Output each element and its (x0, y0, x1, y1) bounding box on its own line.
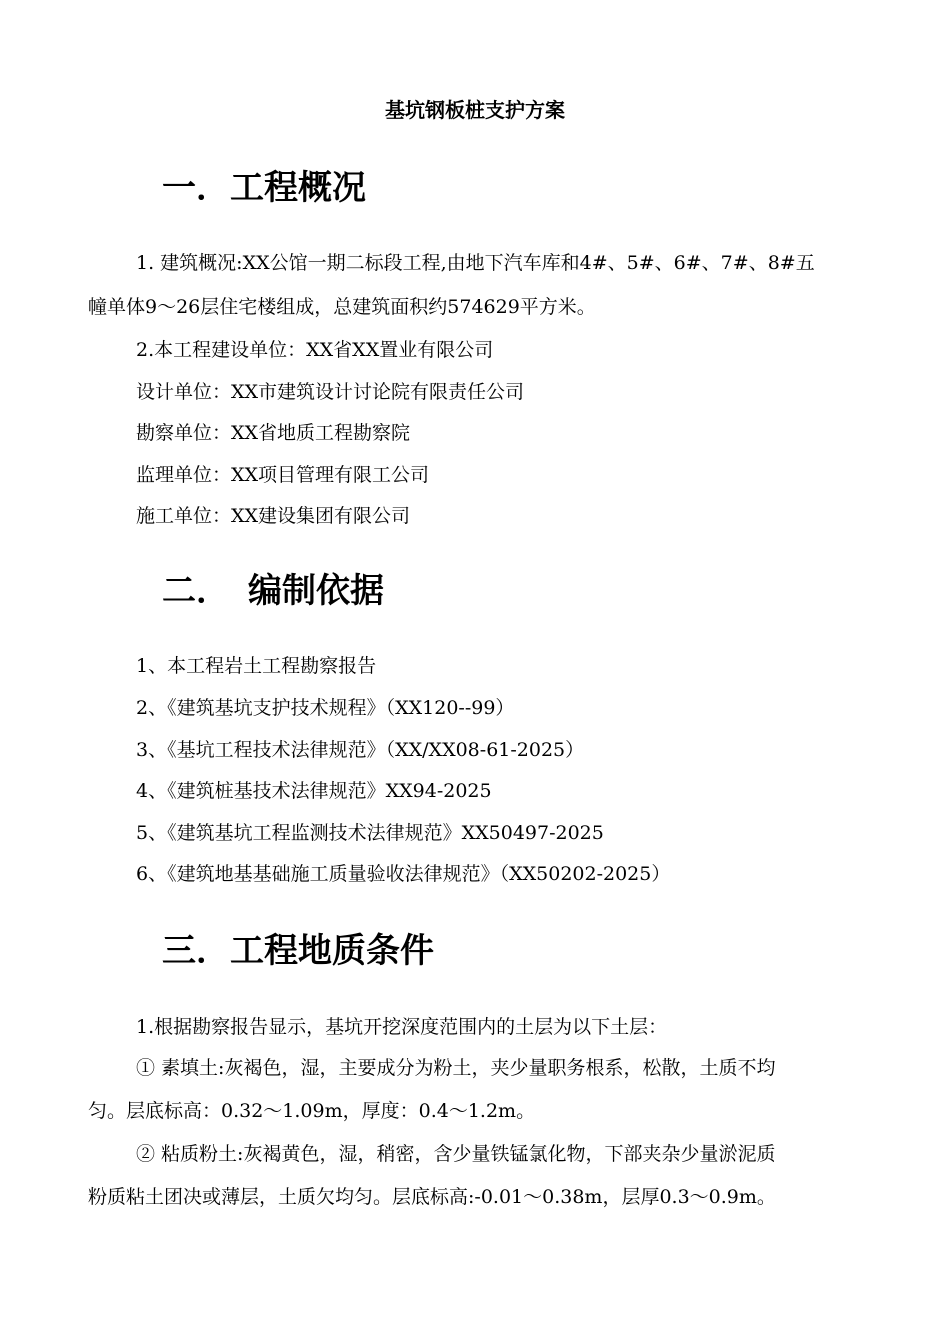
design-unit: 设计单位：XX市建筑设计讨论院有限责任公司 (136, 381, 525, 403)
owner-unit: 2.本工程建设单位：XX省XX置业有限公司 (136, 339, 494, 361)
section-title: 工程概况 (230, 168, 366, 208)
document-title: 基坑钢板桩支护方案 (385, 98, 565, 122)
section-heading-1 (162, 160, 366, 209)
survey-unit: 勘察单位：XX省地质工程勘察院 (136, 422, 411, 444)
basis-item: 5、《建筑基坑工程监测技术法律规范》XX50497-2025 (136, 822, 604, 844)
soil-layer-line: ① 素填土:灰褐色，湿，主要成分为粉土，夹少量职务根系，松散，土质不均 (136, 1057, 776, 1079)
soil-layer-line: ② 粘质粉土:灰褐黄色，湿，稍密，含少量铁锰氯化物，下部夹杂少量淤泥质 (136, 1143, 776, 1165)
basis-item: 6、《建筑地基基础施工质量验收法律规范》（XX50202-2025） (136, 863, 671, 885)
construction-unit: 施工单位：XX建设集团有限公司 (136, 505, 411, 527)
basis-item: 1、本工程岩土工程勘察报告 (136, 655, 377, 677)
overview-paragraph-line: 幢单体9～26层住宅楼组成，总建筑面积约574629平方米。 (88, 296, 596, 318)
section-number: 一． (162, 168, 230, 208)
supervision-unit: 监理单位：XX项目管理有限工公司 (136, 464, 430, 486)
section-title: 工程地质条件 (230, 931, 434, 971)
soil-layer-line: 粉质粘土团决或薄层，土质欠均匀。层底标高:-0.01～0.38m，层厚0.3～0.9m。 (88, 1186, 776, 1208)
basis-item: 2、《建筑基坑支护技术规程》（XX120--99） (136, 697, 515, 719)
section-number: 三． (162, 931, 230, 971)
basis-item: 4、《建筑桩基技术法律规范》XX94-2025 (136, 780, 492, 802)
basis-item: 3、《基坑工程技术法律规范》（XX/XX08-61-2025） (136, 739, 585, 761)
section-title: 编制依据 (248, 571, 384, 611)
soil-layer-line: 匀。层底标高：0.32～1.09m，厚度：0.4～1.2m。 (88, 1100, 536, 1122)
section-heading-2 (162, 563, 384, 612)
section-number: 二． (162, 571, 230, 611)
section-heading-3 (162, 923, 434, 972)
geology-intro: 1.根据勘察报告显示，基坑开挖深度范围内的土层为以下土层： (136, 1016, 668, 1038)
overview-paragraph-line: 1. 建筑概况:XX公馆一期二标段工程,由地下汽车库和4#、5#、6#、7#、8#五 (136, 252, 815, 274)
